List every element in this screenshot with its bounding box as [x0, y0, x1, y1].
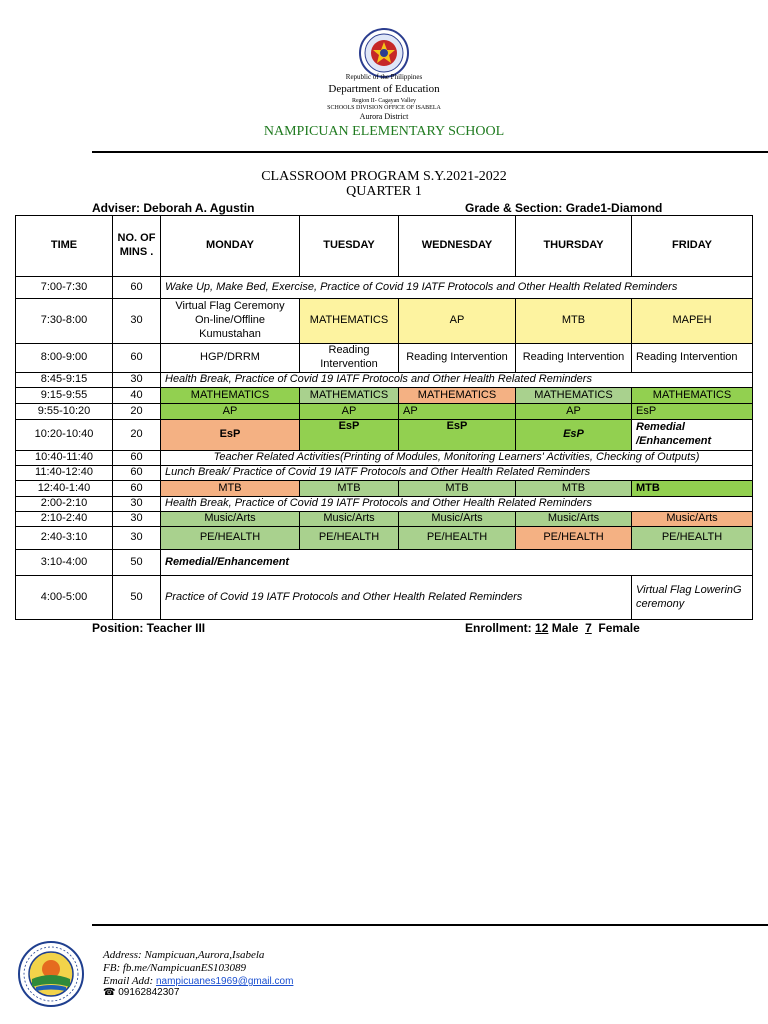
email-link[interactable]: nampicuanes1969@gmail.com: [155, 976, 294, 987]
monday-cell: AP: [161, 404, 300, 420]
activity-cell: Practice of Covid 19 IATF Protocols and Other Health Related Reminders: [161, 576, 632, 620]
header-friday: FRIDAY: [632, 216, 753, 277]
thursday-cell: PE/HEALTH: [516, 527, 632, 550]
header-mins: NO. OF MINS .: [113, 216, 161, 277]
table-row: [16, 512, 753, 527]
division-label: SCHOOLS DIVISION OFFICE OF ISABELA: [327, 105, 441, 111]
mins-cell: 30: [113, 527, 161, 550]
grade-section-label: Grade & Section: Grade1-Diamond: [465, 201, 663, 215]
footer-phone: ☎ 09162842307: [103, 987, 180, 998]
header-monday: MONDAY: [161, 216, 300, 277]
time-cell: 2:00-2:10: [16, 497, 113, 512]
tuesday-cell: AP: [300, 404, 399, 420]
time-cell: 9:55-10:20: [16, 404, 113, 420]
tuesday-cell: MATHEMATICS: [300, 388, 399, 404]
footer-facebook: FB: fb.me/NampicuanES103089: [103, 962, 246, 974]
thursday-cell: MTB: [516, 299, 632, 344]
thursday-cell: Reading Intervention: [516, 344, 632, 373]
table-row: [16, 550, 753, 576]
friday-cell: Reading Intervention: [632, 344, 753, 373]
activity-cell: Remedial/Enhancement: [161, 550, 753, 576]
friday-cell: Music/Arts: [632, 512, 753, 527]
friday-cell: MTB: [632, 481, 753, 497]
footer-email: [103, 976, 293, 987]
time-cell: 2:40-3:10: [16, 527, 113, 550]
region-label: Region II- Cagayan Valley: [351, 98, 417, 104]
male-count: 12: [535, 621, 549, 635]
header-time: TIME: [16, 216, 113, 277]
table-row: [16, 576, 753, 620]
wednesday-cell: MATHEMATICS: [399, 388, 516, 404]
enrollment-label: [465, 621, 640, 635]
tuesday-cell: PE/HEALTH: [300, 527, 399, 550]
time-cell: 10:20-10:40: [16, 420, 113, 451]
footer-address: Address: Nampicuan,Aurora,Isabela: [103, 949, 265, 961]
thursday-cell: MTB: [516, 481, 632, 497]
friday-cell: Virtual Flag LowerinG ceremony: [632, 576, 753, 620]
time-cell: 4:00-5:00: [16, 576, 113, 620]
table-row: [16, 481, 753, 497]
position-label: Position: Teacher III: [92, 621, 206, 635]
republic-label: Republic of the Philippines: [345, 73, 423, 81]
time-cell: 8:45-9:15: [16, 373, 113, 388]
mins-cell: 20: [113, 420, 161, 451]
wednesday-cell: MTB: [399, 481, 516, 497]
tuesday-cell: MATHEMATICS: [300, 299, 399, 344]
mins-cell: 30: [113, 497, 161, 512]
mins-cell: 60: [113, 481, 161, 497]
mins-cell: 60: [113, 277, 161, 299]
mins-cell: 30: [113, 373, 161, 388]
tuesday-cell: Music/Arts: [300, 512, 399, 527]
time-cell: 3:10-4:00: [16, 550, 113, 576]
female-label: Female: [591, 621, 640, 635]
wednesday-cell: EsP: [399, 420, 516, 451]
thursday-cell: EsP: [516, 420, 632, 451]
tuesday-cell: EsP: [300, 420, 399, 451]
table-row: [16, 404, 753, 420]
time-cell: 9:15-9:55: [16, 388, 113, 404]
table-row: [16, 420, 753, 451]
school-name: NAMPICUAN ELEMENTARY SCHOOL: [263, 124, 505, 139]
time-cell: 8:00-9:00: [16, 344, 113, 373]
email-label: Email Add:: [103, 975, 156, 987]
table-row: [16, 466, 753, 481]
female-count: 7: [585, 621, 592, 635]
header-tuesday: TUESDAY: [300, 216, 399, 277]
time-cell: 11:40-12:40: [16, 466, 113, 481]
header-thursday: THURSDAY: [516, 216, 632, 277]
monday-cell: MTB: [161, 481, 300, 497]
mins-cell: 60: [113, 451, 161, 466]
enrollment-prefix: Enrollment:: [465, 621, 536, 635]
mins-cell: 50: [113, 576, 161, 620]
table-row: [16, 373, 753, 388]
mins-cell: 60: [113, 344, 161, 373]
time-cell: 7:00-7:30: [16, 277, 113, 299]
monday-cell: MATHEMATICS: [161, 388, 300, 404]
table-row: [16, 388, 753, 404]
wednesday-cell: Reading Intervention: [399, 344, 516, 373]
table-row: [16, 497, 753, 512]
header-wednesday: WEDNESDAY: [399, 216, 516, 277]
table-row: [16, 277, 753, 299]
friday-cell: EsP: [632, 404, 753, 420]
mins-cell: 40: [113, 388, 161, 404]
thursday-cell: AP: [516, 404, 632, 420]
table-row: [16, 344, 753, 373]
activity-cell: Health Break, Practice of Covid 19 IATF Protocols and Other Health Related Reminders: [161, 497, 753, 512]
wednesday-cell: PE/HEALTH: [399, 527, 516, 550]
activity-cell: Teacher Related Activities(Printing of Modules, Monitoring Learners' Activities, Checking of Outputs): [161, 451, 753, 466]
monday-cell: PE/HEALTH: [161, 527, 300, 550]
wednesday-cell: AP: [399, 299, 516, 344]
mins-cell: 30: [113, 299, 161, 344]
mins-cell: 60: [113, 466, 161, 481]
footer-divider: [92, 924, 768, 926]
monday-cell: HGP/DRRM: [161, 344, 300, 373]
table-row: [16, 527, 753, 550]
male-label: Male: [548, 621, 586, 635]
monday-cell: Music/Arts: [161, 512, 300, 527]
quarter-label: QUARTER 1: [346, 184, 422, 199]
school-logo-icon: [18, 941, 84, 1007]
time-cell: 2:10-2:40: [16, 512, 113, 527]
time-cell: 10:40-11:40: [16, 451, 113, 466]
friday-cell: PE/HEALTH: [632, 527, 753, 550]
friday-cell: MAPEH: [632, 299, 753, 344]
tuesday-cell: MTB: [300, 481, 399, 497]
deped-seal-icon: [359, 28, 409, 78]
time-cell: 7:30-8:00: [16, 299, 113, 344]
thursday-cell: MATHEMATICS: [516, 388, 632, 404]
wednesday-cell: AP: [399, 404, 516, 420]
table-header-row: [16, 216, 753, 277]
activity-cell: Wake Up, Make Bed, Exercise, Practice of Covid 19 IATF Protocols and Other Health Related Reminders: [161, 277, 753, 299]
monday-cell: Virtual Flag Ceremony On-line/Offline Kumustahan: [161, 299, 300, 344]
table-row: [16, 299, 753, 344]
mins-cell: 50: [113, 550, 161, 576]
friday-cell: MATHEMATICS: [632, 388, 753, 404]
mins-cell: 30: [113, 512, 161, 527]
thursday-cell: Music/Arts: [516, 512, 632, 527]
document-title: CLASSROOM PROGRAM S.Y.2021-2022: [261, 169, 507, 184]
tuesday-cell: Reading Intervention: [300, 344, 399, 373]
header-divider: [92, 151, 768, 153]
adviser-label: Adviser: Deborah A. Agustin: [92, 201, 255, 215]
time-cell: 12:40-1:40: [16, 481, 113, 497]
table-row: [16, 451, 753, 466]
monday-cell: EsP: [161, 420, 300, 451]
friday-cell: Remedial /Enhancement: [632, 420, 753, 451]
schedule-table: [15, 215, 753, 620]
activity-cell: Lunch Break/ Practice of Covid 19 IATF Protocols and Other Health Related Reminders: [161, 466, 753, 481]
mins-cell: 20: [113, 404, 161, 420]
wednesday-cell: Music/Arts: [399, 512, 516, 527]
district-label: Aurora District: [359, 112, 409, 121]
department-label: Department of Education: [328, 83, 440, 95]
activity-cell: Health Break, Practice of Covid 19 IATF Protocols and Other Health Related Reminders: [161, 373, 753, 388]
